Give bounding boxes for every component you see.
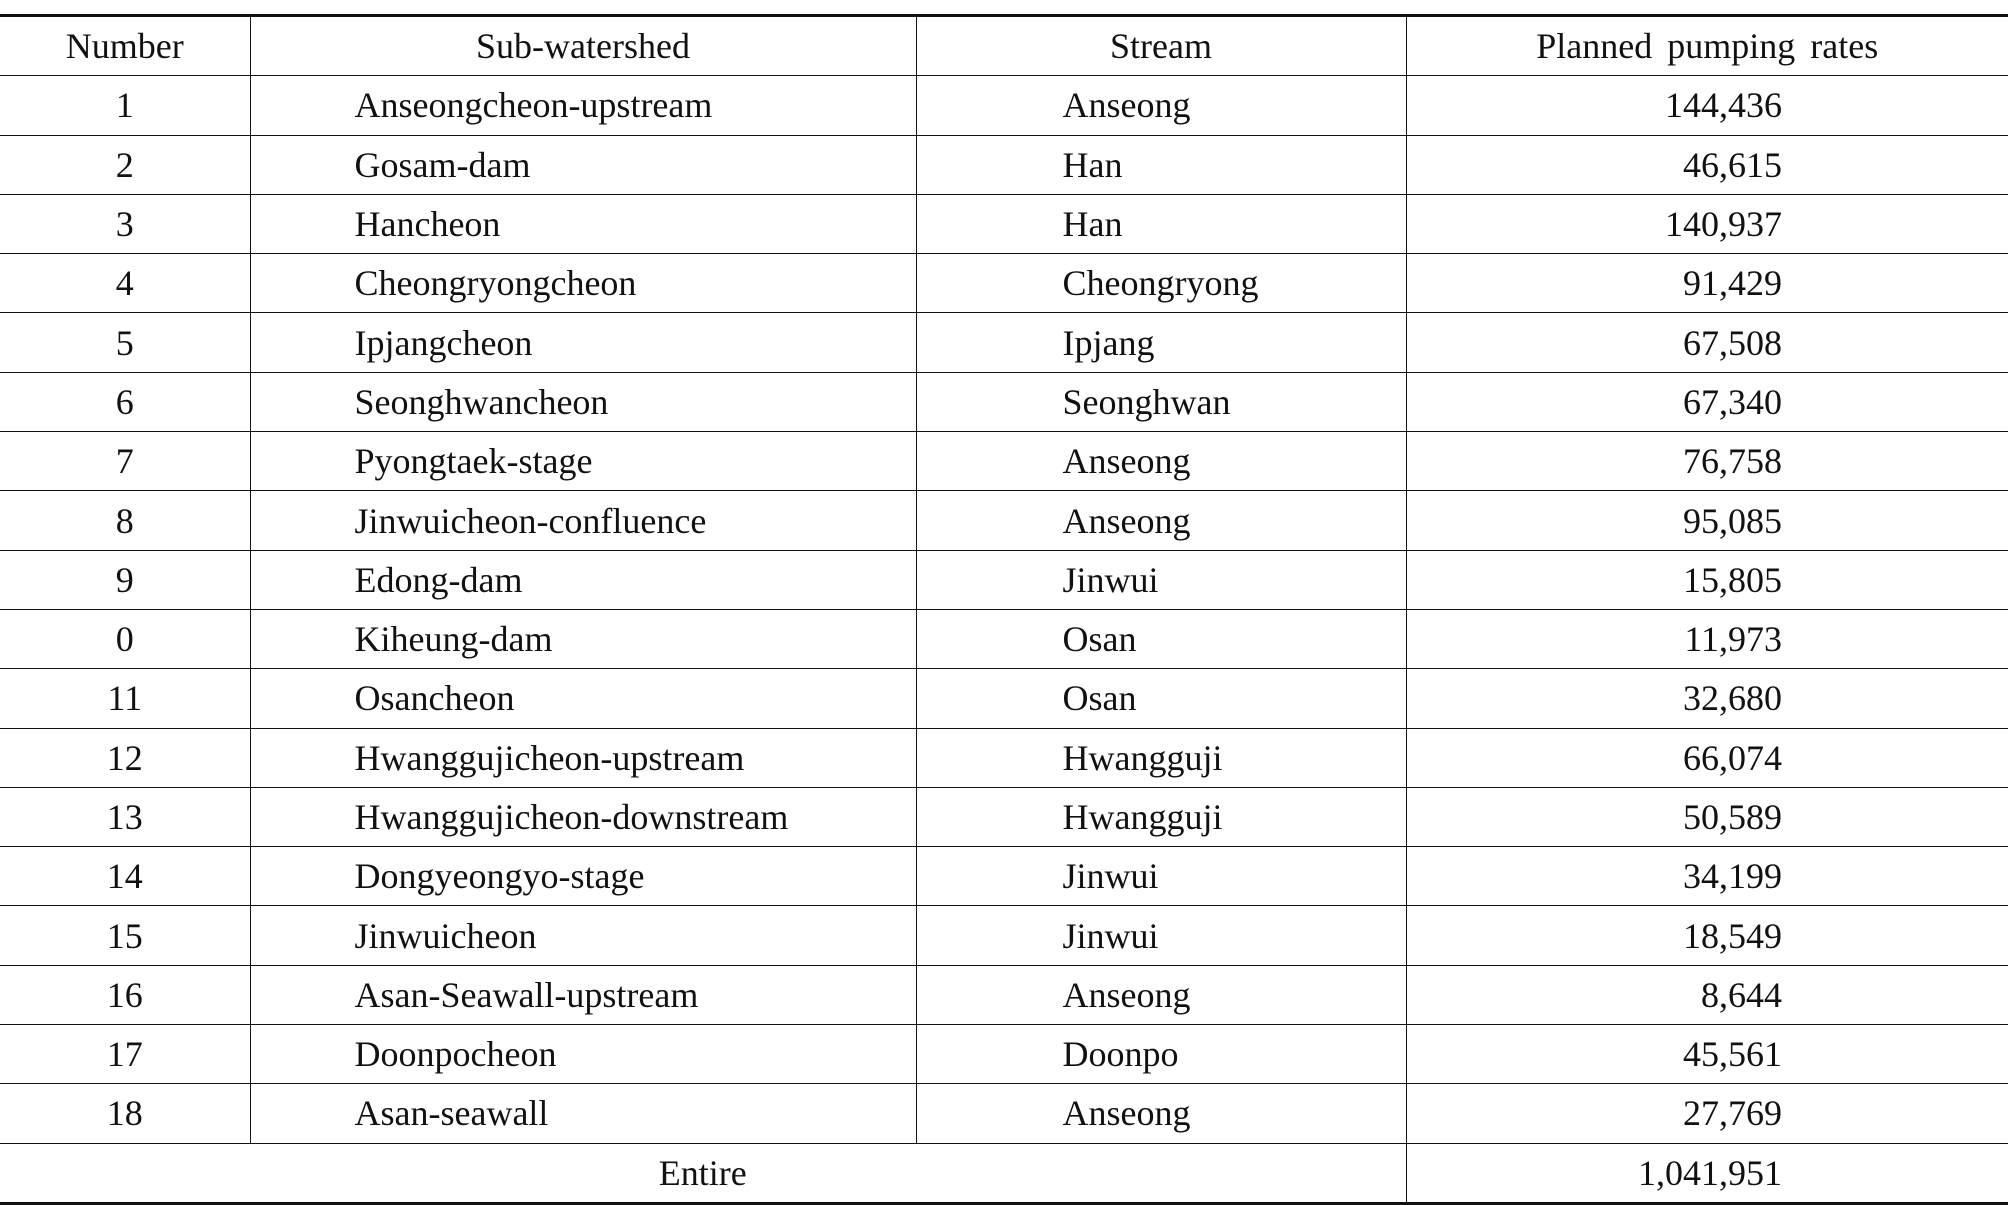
total-row	[0, 1143, 2008, 1203]
cell-planned-pumping-rate: 67,340	[1406, 372, 2008, 431]
cell-sub-watershed: Osancheon	[250, 669, 916, 728]
cell-stream: Hwangguji	[916, 728, 1406, 787]
cell-number: 1	[0, 76, 250, 135]
cell-stream: Osan	[916, 609, 1406, 668]
table-row	[0, 135, 2008, 194]
cell-planned-pumping-rate: 27,769	[1406, 1084, 2008, 1143]
cell-number: 0	[0, 609, 250, 668]
cell-planned-pumping-rate: 76,758	[1406, 432, 2008, 491]
cell-sub-watershed: Hwanggujicheon-upstream	[250, 728, 916, 787]
table-row	[0, 313, 2008, 372]
table-row	[0, 728, 2008, 787]
cell-stream: Han	[916, 135, 1406, 194]
cell-number: 18	[0, 1084, 250, 1143]
cell-planned-pumping-rate: 34,199	[1406, 847, 2008, 906]
cell-planned-pumping-rate: 8,644	[1406, 965, 2008, 1024]
cell-number: 8	[0, 491, 250, 550]
table-row	[0, 847, 2008, 906]
cell-stream: Seonghwan	[916, 372, 1406, 431]
header-number: Number	[0, 16, 250, 76]
cell-stream: Anseong	[916, 965, 1406, 1024]
cell-planned-pumping-rate: 67,508	[1406, 313, 2008, 372]
cell-sub-watershed: Edong-dam	[250, 550, 916, 609]
cell-planned-pumping-rate: 11,973	[1406, 609, 2008, 668]
table-row	[0, 669, 2008, 728]
cell-number: 14	[0, 847, 250, 906]
cell-planned-pumping-rate: 46,615	[1406, 135, 2008, 194]
cell-stream: Osan	[916, 669, 1406, 728]
cell-number: 13	[0, 787, 250, 846]
cell-sub-watershed: Hancheon	[250, 194, 916, 253]
cell-number: 9	[0, 550, 250, 609]
cell-sub-watershed: Anseongcheon-upstream	[250, 76, 916, 135]
cell-stream: Jinwui	[916, 906, 1406, 965]
cell-stream: Anseong	[916, 76, 1406, 135]
cell-sub-watershed: Jinwuicheon	[250, 906, 916, 965]
cell-number: 3	[0, 194, 250, 253]
cell-stream: Ipjang	[916, 313, 1406, 372]
cell-planned-pumping-rate: 18,549	[1406, 906, 2008, 965]
cell-sub-watershed: Doonpocheon	[250, 1025, 916, 1084]
cell-sub-watershed: Jinwuicheon-confluence	[250, 491, 916, 550]
total-label: Entire	[658, 1152, 747, 1193]
cell-sub-watershed: Gosam-dam	[250, 135, 916, 194]
cell-number: 5	[0, 313, 250, 372]
cell-stream: Anseong	[916, 432, 1406, 491]
table-row	[0, 550, 2008, 609]
table-row	[0, 194, 2008, 253]
table-row	[0, 491, 2008, 550]
cell-sub-watershed: Kiheung-dam	[250, 609, 916, 668]
cell-planned-pumping-rate: 66,074	[1406, 728, 2008, 787]
cell-planned-pumping-rate: 140,937	[1406, 194, 2008, 253]
cell-planned-pumping-rate: 15,805	[1406, 550, 2008, 609]
cell-planned-pumping-rate: 144,436	[1406, 76, 2008, 135]
cell-stream: Hwangguji	[916, 787, 1406, 846]
cell-sub-watershed: Cheongryongcheon	[250, 254, 916, 313]
header-planned-pumping-rates: Planned pumping rates	[1406, 16, 2008, 76]
cell-stream: Jinwui	[916, 550, 1406, 609]
cell-number: 17	[0, 1025, 250, 1084]
cell-number: 4	[0, 254, 250, 313]
cell-number: 16	[0, 965, 250, 1024]
table-row	[0, 1084, 2008, 1143]
cell-number: 15	[0, 906, 250, 965]
table-row	[0, 787, 2008, 846]
pumping-rates-table	[0, 14, 2008, 1205]
table-header	[0, 16, 2008, 76]
cell-number: 12	[0, 728, 250, 787]
table-row	[0, 609, 2008, 668]
cell-sub-watershed: Seonghwancheon	[250, 372, 916, 431]
cell-sub-watershed: Asan-Seawall-upstream	[250, 965, 916, 1024]
cell-sub-watershed: Hwanggujicheon-downstream	[250, 787, 916, 846]
header-row	[0, 16, 2008, 76]
total-planned-pumping-rate: 1,041,951	[1406, 1143, 2008, 1203]
cell-number: 2	[0, 135, 250, 194]
cell-number: 11	[0, 669, 250, 728]
table-row	[0, 254, 2008, 313]
cell-sub-watershed: Ipjangcheon	[250, 313, 916, 372]
cell-stream: Han	[916, 194, 1406, 253]
cell-number: 6	[0, 372, 250, 431]
header-stream: Stream	[916, 16, 1406, 76]
cell-sub-watershed: Asan-seawall	[250, 1084, 916, 1143]
cell-sub-watershed: Pyongtaek-stage	[250, 432, 916, 491]
cell-stream: Jinwui	[916, 847, 1406, 906]
table-row	[0, 432, 2008, 491]
cell-planned-pumping-rate: 45,561	[1406, 1025, 2008, 1084]
table-row	[0, 372, 2008, 431]
cell-stream: Cheongryong	[916, 254, 1406, 313]
cell-planned-pumping-rate: 95,085	[1406, 491, 2008, 550]
cell-planned-pumping-rate: 50,589	[1406, 787, 2008, 846]
table-row	[0, 76, 2008, 135]
table-row	[0, 1025, 2008, 1084]
cell-stream: Anseong	[916, 1084, 1406, 1143]
table-row	[0, 906, 2008, 965]
table-row	[0, 965, 2008, 1024]
cell-number: 7	[0, 432, 250, 491]
table-body	[0, 76, 2008, 1204]
cell-stream: Doonpo	[916, 1025, 1406, 1084]
header-sub-watershed: Sub-watershed	[250, 16, 916, 76]
cell-stream: Anseong	[916, 491, 1406, 550]
cell-sub-watershed: Dongyeongyo-stage	[250, 847, 916, 906]
cell-planned-pumping-rate: 32,680	[1406, 669, 2008, 728]
cell-planned-pumping-rate: 91,429	[1406, 254, 2008, 313]
